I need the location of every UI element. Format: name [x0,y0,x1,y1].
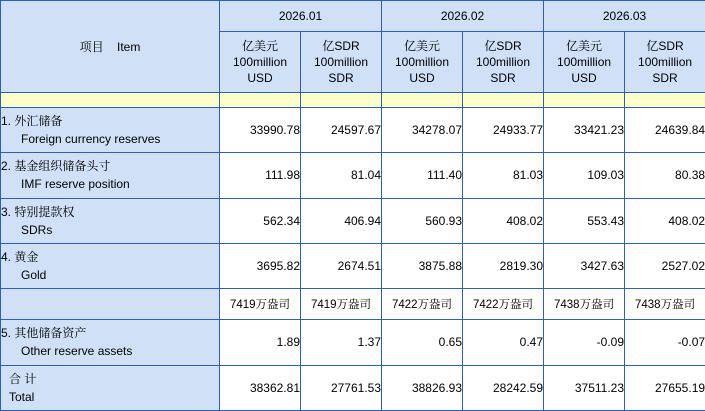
row-value: 560.93 [382,198,463,243]
row-value: 7438万盎司 [544,289,625,320]
row-value: 406.94 [301,198,382,243]
table-spacer-row [1,92,705,107]
row-value: 24639.84 [625,107,705,152]
row-value: 33990.78 [220,107,301,152]
row-label-cn: 合 计 [9,371,37,386]
row-label-cell [1,289,220,320]
row-label-cell [1,153,220,198]
row-value: 81.04 [301,153,382,198]
row-label-cn: 1. 外汇储备 [1,114,63,129]
row-label-cn: 5. 其他储备资产 [1,326,87,341]
row-label-cell [1,198,220,243]
row-value: 408.02 [463,198,544,243]
row-value: 1.89 [220,320,301,365]
row-value: 2819.30 [463,244,544,289]
row-value: 7419万盎司 [301,289,382,320]
row-label-en: Total [9,389,35,404]
header-item-label-cn: 项目 [79,39,104,54]
header-unit-5-en1: 100million [557,54,612,69]
row-label-cell [1,244,220,289]
header-unit-1 [220,32,301,93]
header-unit-5-cn: 亿美元 [566,38,603,53]
header-unit-5-en2: USD [571,71,597,85]
table-row [1,320,705,365]
spacer-cell [1,92,220,107]
row-value: 0.65 [382,320,463,365]
header-unit-1-en1: 100million [232,54,288,69]
row-value: 553.43 [544,198,625,243]
header-unit-6-en2: SDR [652,71,678,85]
row-value: 38826.93 [382,365,463,410]
row-value: 2527.02 [625,244,705,289]
row-value: 1.37 [301,320,382,365]
row-value: 111.40 [382,153,463,198]
row-value: 2674.51 [301,244,382,289]
row-value: 0.47 [463,320,544,365]
header-unit-2-en2: SDR [328,71,354,85]
header-unit-2-cn: 亿SDR [322,38,360,53]
row-value: 7422万盎司 [463,289,544,320]
row-value: 37511.23 [544,365,625,410]
header-period-1: 2026.01 [220,1,382,32]
table-row [1,153,705,198]
row-label-en: Foreign currency reserves [21,132,161,147]
row-label-cell [1,320,220,365]
row-label-en: IMF reserve position [21,177,130,192]
header-unit-2-en1: 100million [313,54,369,69]
spacer-cell [544,92,625,107]
row-value: 7419万盎司 [220,289,301,320]
header-unit-3-en2: USD [409,71,435,85]
spacer-cell [382,92,463,107]
header-item-label-en: Item [117,39,141,54]
row-label-cn: 3. 特别提款权 [1,204,75,219]
row-value: 81.03 [463,153,544,198]
spacer-cell [463,92,544,107]
table-row [1,289,705,320]
row-label-cell [1,107,220,152]
spacer-cell [301,92,382,107]
spacer-cell [220,92,301,107]
row-value: 3427.63 [544,244,625,289]
table-row [1,107,705,152]
row-value: 27761.53 [301,365,382,410]
row-value: 3875.88 [382,244,463,289]
row-value: 7438万盎司 [625,289,705,320]
row-value: 109.03 [544,153,625,198]
header-unit-1-en2: USD [247,71,273,85]
row-value: -0.09 [544,320,625,365]
header-unit-3-en1: 100million [395,54,450,69]
header-period-2: 2026.02 [382,1,544,32]
row-value: 562.34 [220,198,301,243]
row-value: 7422万盎司 [382,289,463,320]
header-unit-4-en1: 100million [476,54,531,69]
row-value: 28242.59 [463,365,544,410]
row-label-en: Gold [21,268,47,283]
header-period-3: 2026.03 [544,1,705,32]
table-row [1,198,705,243]
row-value: 111.98 [220,153,301,198]
row-label-en: Other reserve assets [21,344,133,359]
row-label-cn: 4. 黄金 [1,250,39,265]
header-unit-5 [544,32,625,93]
row-value: 27655.19 [625,365,705,410]
header-unit-6 [625,32,705,93]
row-value: 33421.23 [544,107,625,152]
row-value: -0.07 [625,320,705,365]
row-label-en: SDRs [21,222,53,237]
row-value: 24933.77 [463,107,544,152]
row-value: 80.38 [625,153,705,198]
header-unit-6-en1: 100million [638,54,693,69]
row-value: 24597.67 [301,107,382,152]
header-unit-2 [301,32,382,93]
header-unit-6-cn: 亿SDR [646,38,684,53]
header-unit-3-cn: 亿美元 [404,38,441,53]
spacer-cell [625,92,705,107]
header-unit-4-en2: SDR [490,71,516,85]
table-row [1,244,705,289]
table-row-total [1,365,705,410]
header-item-cell [1,1,220,93]
header-unit-4 [463,32,544,93]
row-value: 408.02 [625,198,705,243]
row-value: 34278.07 [382,107,463,152]
header-unit-3 [382,32,463,93]
table-header-period-row [1,1,705,32]
row-value: 3695.82 [220,244,301,289]
row-label-cn: 2. 基金组织储备头寸 [1,159,111,174]
header-unit-4-cn: 亿SDR [484,38,522,53]
row-label-cell [1,365,220,410]
header-unit-1-cn: 亿美元 [241,38,278,53]
row-value: 38362.81 [220,365,301,410]
